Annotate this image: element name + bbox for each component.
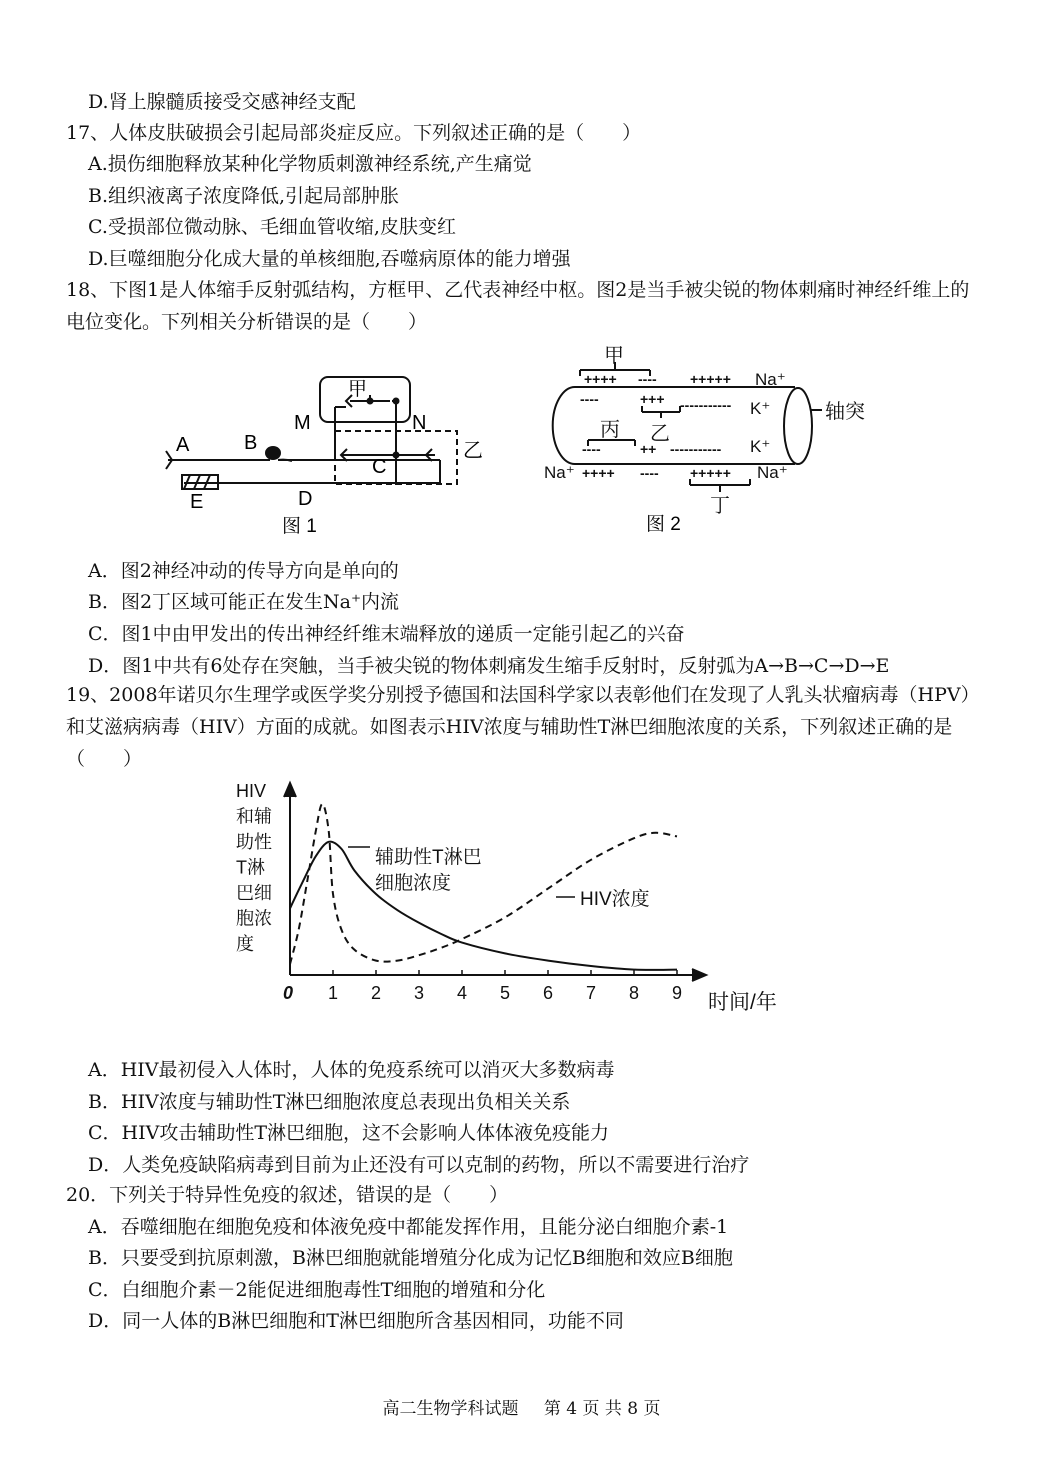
fig2-label-jia: 甲 xyxy=(604,345,624,367)
hiv-series-label: HIV浓度 xyxy=(580,889,650,910)
fig2-ion-na-top: Na⁺ xyxy=(755,370,786,389)
q18-option-d: D．图1中共有6处存在突触，当手被尖锐的物体刺痛发生缩手反射时，反射弧为A→B→C→D→E xyxy=(88,655,890,677)
q18-option-c: C．图1中由甲发出的传出神经纤维末端释放的递质一定能引起乙的兴奋 xyxy=(88,623,685,645)
q19-option-c: C．HIV攻击辅助性T淋巴细胞，这不会影响人体体液免疫能力 xyxy=(88,1122,610,1144)
fig1-label-b: B xyxy=(244,432,258,454)
q19-stem: 19、2008年诺贝尔生理学或医学奖分别授予德国和法国科学家以表彰他们在发现了人乳头状瘤病毒（HPV）和艾滋病病毒（HIV）方面的成就。如图表示HIV浓度与辅助性T淋巴细胞浓度的关系，下列叙述正确的是（ ） xyxy=(66,684,980,770)
fig2-charge-bot-in-1: ---- xyxy=(582,441,601,457)
fig1-label-n: N xyxy=(412,412,427,434)
chart-x-tick-label: 1 xyxy=(327,983,339,1003)
chart-x-tick-label: 0 xyxy=(282,983,294,1003)
q18-option-b: B．图2丁区域可能正在发生Na⁺内流 xyxy=(88,591,400,613)
q18-stem: 18、下图1是人体缩手反射弧结构，方框甲、乙代表神经中枢。图2是当手被尖锐的物体刺痛时神经纤维上的电位变化。下列相关分析错误的是（ ） xyxy=(66,279,970,333)
footer-subject: 高二生物学科试题 xyxy=(382,1399,519,1419)
chart-xlabel: 时间/年 xyxy=(708,991,777,1014)
q20-option-d: D．同一人体的B淋巴细胞和T淋巴细胞所含基因相同，功能不同 xyxy=(88,1310,624,1332)
fig2-label-bing: 丙 xyxy=(600,419,620,441)
q18-option-a: A．图2神经冲动的传导方向是单向的 xyxy=(88,560,399,582)
fig2-ion-na-bot-right: Na⁺ xyxy=(757,463,788,482)
fig2-label-yi: 乙 xyxy=(650,423,670,445)
chart-ylabel-line: 助性 xyxy=(236,832,272,852)
fig2-charge-bot-out-1: ++++ xyxy=(582,465,615,481)
q18-figure-1 xyxy=(160,365,500,545)
chart-ylabel-line: 胞浓 xyxy=(236,908,272,929)
q19-chart xyxy=(230,775,810,1025)
q20-option-a: A．吞噬细胞在细胞免疫和体液免疫中都能发挥作用，且能分泌白细胞介素-1 xyxy=(88,1216,729,1238)
fig2-label-ding: 丁 xyxy=(710,495,730,517)
chart-ylabel-line: T淋 xyxy=(236,857,265,878)
q20-stem: 20．下列关于特异性免疫的叙述，错误的是（ ） xyxy=(66,1184,509,1206)
fig2-caption: 图 2 xyxy=(646,514,681,535)
fig2-charge-bot-in-2: ++ xyxy=(640,441,657,457)
q20-option-b: B．只要受到抗原刺激，B淋巴细胞就能增殖分化成为记忆B细胞和效应B细胞 xyxy=(88,1247,733,1269)
chart-x-tick-label: 2 xyxy=(370,983,382,1003)
fig1-caption: 图 1 xyxy=(282,516,317,537)
chart-ylabel-line: 度 xyxy=(236,934,254,954)
chart-x-tick-label: 7 xyxy=(585,983,597,1003)
chart-x-tick-label: 5 xyxy=(499,983,511,1003)
q17-option-d: D.巨噬细胞分化成大量的单核细胞,吞噬病原体的能力增强 xyxy=(88,248,571,270)
fig2-charge-top-in-2: +++ xyxy=(640,391,665,407)
hiv-series-line xyxy=(290,804,677,964)
footer-page-number: 第 4 页 共 8 页 xyxy=(543,1399,661,1419)
fig2-charge-bot-out-3: +++++ xyxy=(690,465,731,481)
chart-x-tick-label: 8 xyxy=(628,983,640,1003)
fig2-ion-k-top: K⁺ xyxy=(750,399,771,418)
chart-x-tick-label: 4 xyxy=(456,983,468,1003)
q19-option-b: B．HIV浓度与辅助性T淋巴细胞浓度总表现出负相关关系 xyxy=(88,1091,571,1113)
fig2-label-axon: 轴突 xyxy=(825,401,865,423)
q17-option-c: C.受损部位微动脉、毛细血管收缩,皮肤变红 xyxy=(88,216,456,238)
fig2-charge-top-out-2: ---- xyxy=(638,371,657,387)
page-footer xyxy=(0,1394,1043,1419)
q19-option-d: D．人类免疫缺陷病毒到目前为止还没有可以克制的药物，所以不需要进行治疗 xyxy=(88,1154,750,1176)
fig2-ion-na-bot-left: Na⁺ xyxy=(544,463,575,482)
fig2-charge-bot-out-2: ---- xyxy=(640,465,659,481)
chart-x-tick-label: 3 xyxy=(413,983,425,1003)
fig2-charge-top-out-3: +++++ xyxy=(690,371,731,387)
fig1-label-jia: 甲 xyxy=(348,379,368,400)
q17-option-b: B.组织液离子浓度降低,引起局部肿胀 xyxy=(88,185,400,207)
chart-ylabel-line: HIV xyxy=(236,781,267,801)
q20-option-c: C．白细胞介素－2能促进细胞毒性T细胞的增殖和分化 xyxy=(88,1279,546,1301)
q16-option-d: D.肾上腺髓质接受交感神经支配 xyxy=(88,91,356,113)
fig2-charge-bot-in-3: ----------- xyxy=(670,441,722,457)
chart-x-tick-label: 9 xyxy=(671,983,683,1003)
q19-option-a: A．HIV最初侵入人体时，人体的免疫系统可以消灭大多数病毒 xyxy=(88,1059,615,1081)
fig1-label-m: M xyxy=(294,412,311,434)
fig1-label-d: D xyxy=(298,488,313,510)
fig2-charge-top-in-3: ----------- xyxy=(680,397,732,413)
fig1-label-yi: 乙 xyxy=(463,440,483,462)
fig2-charge-top-out-1: ++++ xyxy=(584,371,617,387)
fig1-label-c: C xyxy=(372,456,387,478)
fig2-ion-k-bot: K⁺ xyxy=(750,437,771,456)
chart-ylabel-line: 巴细 xyxy=(236,883,272,903)
q17-option-a: A.损伤细胞释放某种化学物质刺激神经系统,产生痛觉 xyxy=(88,153,532,175)
q18-figure-2 xyxy=(540,340,890,545)
q17-stem: 17、人体皮肤破损会引起局部炎症反应。下列叙述正确的是（ ） xyxy=(66,122,642,144)
t-cell-series-label-2: 细胞浓度 xyxy=(375,873,452,894)
chart-ylabel-line: 和辅 xyxy=(236,806,272,827)
fig2-charge-top-in-1: ---- xyxy=(580,391,599,407)
fig1-label-a: A xyxy=(176,434,190,456)
fig1-label-e: E xyxy=(190,491,204,513)
t-cell-series-label-1: 辅助性T淋巴 xyxy=(375,847,482,868)
chart-x-tick-label: 6 xyxy=(542,983,554,1003)
